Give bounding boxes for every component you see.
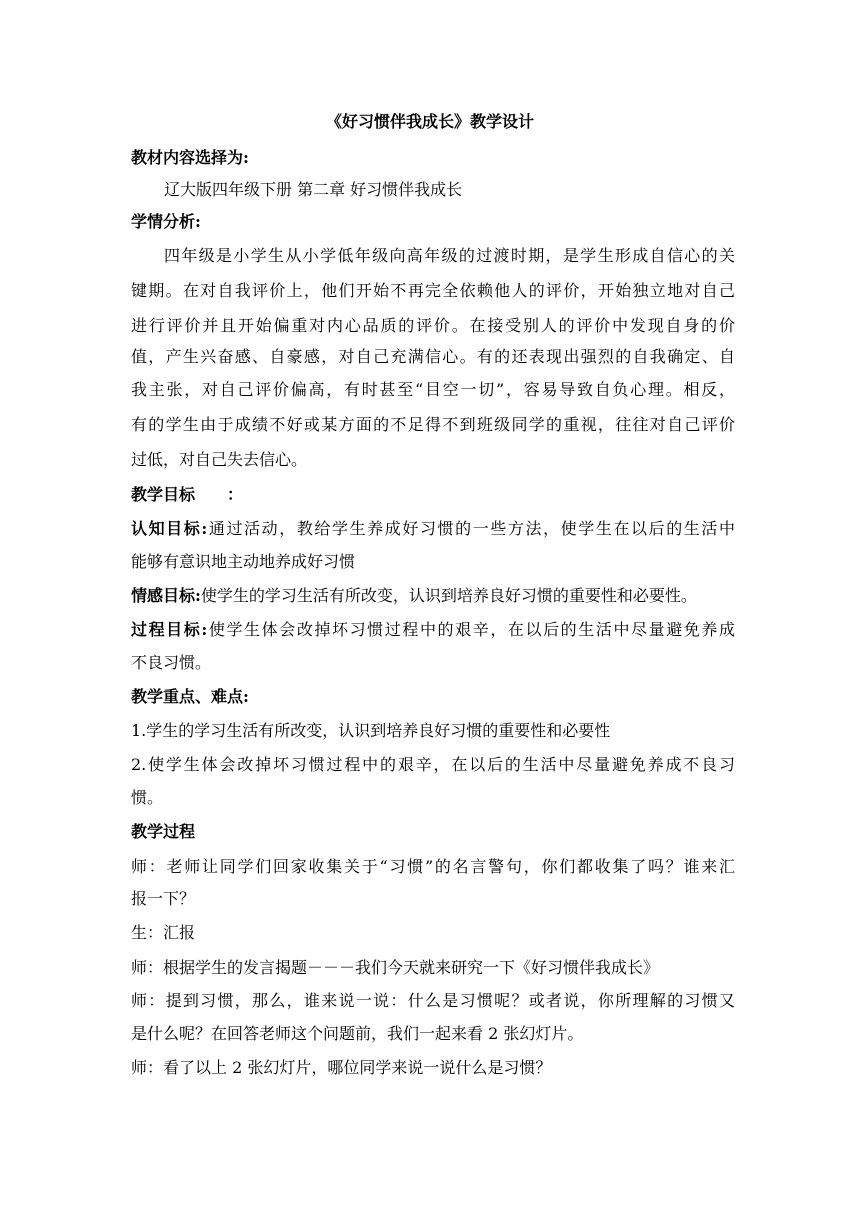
process-goal-text: 使学生体会改掉坏习惯过程中的艰辛，在以后的生活中尽量避免养成: [207, 620, 735, 639]
analysis-line: 有的学生由于成绩不好或某方面的不足得不到班级同学的重视，往往对自己评价: [131, 415, 735, 434]
key-point-item: 1.学生的学习生活有所改变，认识到培养良好习惯的重要性和必要性: [131, 721, 611, 740]
analysis-line: 四年级是小学生从小学低年级向高年级的过渡时期，是学生形成自信心的关: [164, 246, 735, 265]
material-heading: 教材内容选择为:: [131, 148, 249, 167]
process-goal-label: 过程目标:: [131, 620, 208, 639]
analysis-line: 进行评价并且开始偏重对内心品质的评价。在接受别人的评价中发现自身的价: [131, 316, 735, 335]
dialogue-line: 师：看了以上 2 张幻灯片，哪位同学来说一说什么是习惯？: [131, 1058, 552, 1077]
cognitive-goal-text: 通过活动，教给学生养成好习惯的一些方法，使学生在以后的生活中: [207, 519, 735, 538]
analysis-line: 值，产生兴奋感、自豪感，对自己充满信心。有的还表现出强烈的自我确定、自: [131, 347, 735, 366]
dialogue-line: 报一下？: [131, 889, 196, 908]
goals-heading: 教学目标 ：: [131, 485, 244, 504]
key-point-item: 惯。: [131, 788, 164, 807]
analysis-line: 键期。在对自我评价上，他们开始不再完全依赖他人的评价，开始独立地对自己: [131, 281, 735, 300]
analysis-line: 我主张，对自己评价偏高，有时甚至“目空一切”，容易导致自负心理。相反，: [131, 380, 735, 399]
process-goal: [131, 618, 735, 642]
dialogue-line: 师：老师让同学们回家收集关于“习惯”的名言警句，你们都收集了吗？谁来汇: [131, 857, 735, 876]
cognitive-goal-continuation: 能够有意识地主动地养成好习惯: [131, 552, 356, 571]
emotional-goal-text: 使学生的学习生活有所改变，认识到培养良好习惯的重要性和必要性。: [200, 586, 697, 605]
process-heading: 教学过程: [131, 822, 196, 841]
cognitive-goal-label: 认知目标:: [131, 519, 208, 538]
key-points-heading: 教学重点、难点:: [131, 687, 249, 706]
emotional-goal: [131, 584, 735, 608]
process-goal-continuation: 不良习惯。: [131, 653, 212, 672]
dialogue-line: 师：提到习惯，那么，谁来说一说：什么是习惯呢？或者说，你所理解的习惯又: [131, 991, 735, 1010]
dialogue-line: 是什么呢？在回答老师这个问题前，我们一起来看 2 张幻灯片。: [131, 1024, 584, 1043]
document-title: 《好习惯伴我成长》教学设计: [325, 112, 534, 131]
dialogue-line: 师：根据学生的发言揭题－－－我们今天就来研究一下《好习惯伴我成长》: [131, 958, 660, 977]
material-text: 辽大版四年级下册 第二章 好习惯伴我成长: [164, 180, 463, 199]
key-point-item: 2.使学生体会改掉坏习惯过程中的艰辛，在以后的生活中尽量避免养成不良习: [131, 755, 735, 774]
analysis-line: 过低，对自己失去信心。: [131, 450, 308, 469]
dialogue-line: 生：汇报: [131, 923, 196, 942]
emotional-goal-label: 情感目标:: [131, 586, 201, 605]
cognitive-goal: [131, 517, 735, 541]
analysis-heading: 学情分析:: [131, 212, 201, 231]
